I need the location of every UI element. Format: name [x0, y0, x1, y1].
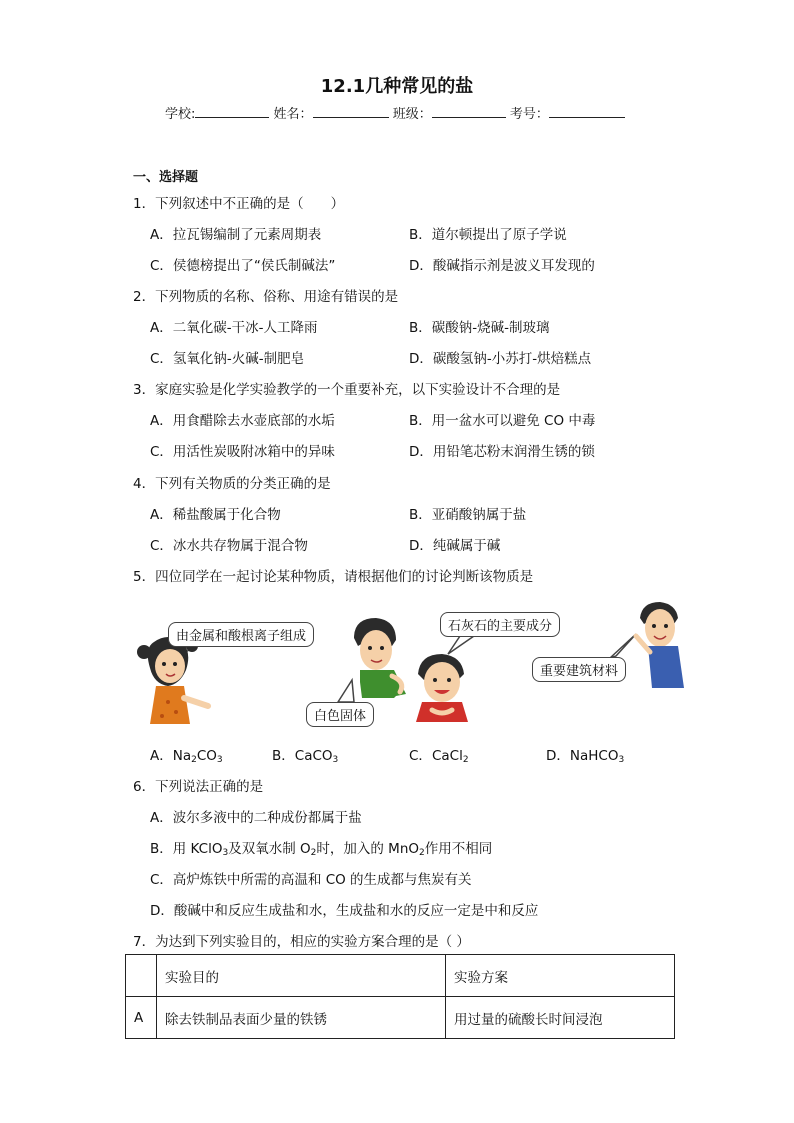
q6-option-b-subscript: 2 [310, 848, 317, 858]
number-label: 考号： [509, 107, 549, 122]
girl-student-figure [137, 637, 208, 724]
question-6-stem: 6．下列说法正确的是 [133, 779, 264, 795]
q6-option-b-subscript: 3 [222, 848, 229, 858]
q5-option-a-subscript: 2 [191, 755, 197, 765]
speech-bubble-1: 由金属和酸根离子组成 [168, 622, 314, 647]
q5-option-a-subscript: 3 [216, 755, 223, 765]
q5-option-c-formula-part: CaCl [431, 748, 463, 764]
question-1-stem: 1．下列叙述中不正确的是（ ） [133, 196, 345, 212]
q6-option-b-text: 及双氧水制 O [228, 841, 311, 857]
q6-option-b-subscript: 2 [419, 848, 425, 858]
q5-option-d[interactable] [546, 744, 624, 765]
q6-option-b-text: 时，加入的 MnO [316, 841, 419, 857]
q1-option-a[interactable]: A．拉瓦锡编制了元素周期表 [150, 227, 322, 243]
q3-option-d[interactable]: D．用铅笔芯粉末润滑生锈的锁 [409, 444, 595, 460]
q5-option-b[interactable] [272, 744, 338, 765]
red-shirt-boy-figure [416, 654, 468, 722]
name-label: 姓名： [273, 107, 313, 122]
page-title: 12.1几种常见的盐 [320, 76, 474, 97]
q4-option-a[interactable]: A．稀盐酸属于化合物 [150, 507, 281, 523]
table-row[interactable] [126, 997, 675, 1039]
table-header-cell [126, 955, 157, 997]
q3-option-c[interactable]: C．用活性炭吸附冰箱中的异味 [150, 444, 335, 460]
school-label: 学校: [165, 107, 196, 122]
question-5-stem: 5．四位同学在一起讨论某种物质，请根据他们的讨论判断该物质是 [133, 569, 534, 585]
q5-option-b-label: B． [272, 748, 295, 764]
q5-option-d-label: D． [546, 748, 570, 764]
question-4-stem: 4．下列有关物质的分类正确的是 [133, 476, 331, 492]
q5-option-b-subscript: 3 [332, 755, 339, 765]
section-heading: 一、选择题 [133, 170, 199, 185]
bubble-tail-3 [448, 636, 474, 654]
class-blank[interactable] [432, 103, 506, 118]
table-cell: 除去铁制品表面少量的铁锈 [157, 997, 446, 1039]
q2-option-a[interactable]: A．二氧化碳-干冰-人工降雨 [150, 320, 318, 336]
table-cell: 用过量的硫酸长时间浸泡 [446, 997, 675, 1039]
q2-option-c[interactable]: C．氢氧化钠-火碱-制肥皂 [150, 351, 305, 367]
q1-option-d[interactable]: D．酸碱指示剂是波义耳发现的 [409, 258, 595, 274]
q6-option-c[interactable]: C．高炉炼铁中所需的高温和 CO 的生成都与焦炭有关 [150, 872, 472, 888]
q6-option-b-text: B．用 KClO [150, 841, 223, 857]
question-7-stem: 7．为达到下列实验目的，相应的实验方案合理的是（ ） [133, 934, 470, 950]
q5-option-a[interactable] [150, 744, 223, 765]
green-shirt-boy-figure [354, 618, 406, 698]
q5-option-c-label: C． [409, 748, 432, 764]
q4-option-c[interactable]: C．冰水共存物属于混合物 [150, 538, 308, 554]
q5-option-b-formula-part: CaCO [294, 748, 333, 764]
school-blank[interactable] [195, 103, 269, 118]
number-blank[interactable] [549, 103, 625, 118]
q5-option-d-formula-part: NaHCO [569, 748, 619, 764]
question-3-stem: 3．家庭实验是化学实验教学的一个重要补充，以下实验设计不合理的是 [133, 382, 561, 398]
speech-bubble-2: 白色固体 [306, 702, 374, 727]
q5-option-a-label: A． [150, 748, 173, 764]
q5-option-a-formula-part: CO [196, 748, 217, 764]
q5-option-c-subscript: 2 [462, 755, 469, 765]
q4-option-b[interactable]: B．亚硝酸钠属于盐 [409, 507, 527, 523]
student-info-line [165, 103, 625, 122]
name-blank[interactable] [313, 103, 389, 118]
experiment-table [125, 954, 675, 1039]
q3-option-b[interactable]: B．用一盆水可以避免 CO 中毒 [409, 413, 596, 429]
q2-option-b[interactable]: B．碳酸钠-烧碱-制玻璃 [409, 320, 550, 336]
q1-option-c[interactable]: C．侯德榜提出了“侯氏制碱法” [150, 258, 336, 274]
table-cell: A [126, 997, 157, 1039]
question-2-stem: 2．下列物质的名称、俗称、用途有错误的是 [133, 289, 399, 305]
q6-option-b[interactable] [150, 837, 492, 858]
table-header-row [126, 955, 675, 997]
table-header-cell: 实验方案 [446, 955, 675, 997]
table-header-cell: 实验目的 [157, 955, 446, 997]
speech-bubble-3: 石灰石的主要成分 [440, 612, 560, 637]
speech-bubble-4: 重要建筑材料 [532, 657, 626, 682]
q3-option-a[interactable]: A．用食醋除去水壶底部的水垢 [150, 413, 335, 429]
q6-option-d[interactable]: D．酸碱中和反应生成盐和水，生成盐和水的反应一定是中和反应 [150, 903, 539, 919]
q5-option-c[interactable] [409, 744, 469, 765]
bubble-tail-4 [610, 634, 636, 658]
q5-option-a-formula-part: Na [172, 748, 192, 764]
blue-shirt-boy-figure [636, 602, 684, 688]
class-label: 班级： [392, 107, 432, 122]
q2-option-d[interactable]: D．碳酸氢钠-小苏打-烘焙糕点 [409, 351, 592, 367]
q5-option-d-subscript: 3 [618, 755, 625, 765]
q6-option-a[interactable]: A．波尔多液中的二种成份都属于盐 [150, 810, 362, 826]
q6-option-b-text: 作用不相同 [424, 841, 493, 857]
q4-option-d[interactable]: D．纯碱属于碱 [409, 538, 501, 554]
bubble-tail-2 [338, 680, 354, 702]
q1-option-b[interactable]: B．道尔顿提出了原子学说 [409, 227, 567, 243]
